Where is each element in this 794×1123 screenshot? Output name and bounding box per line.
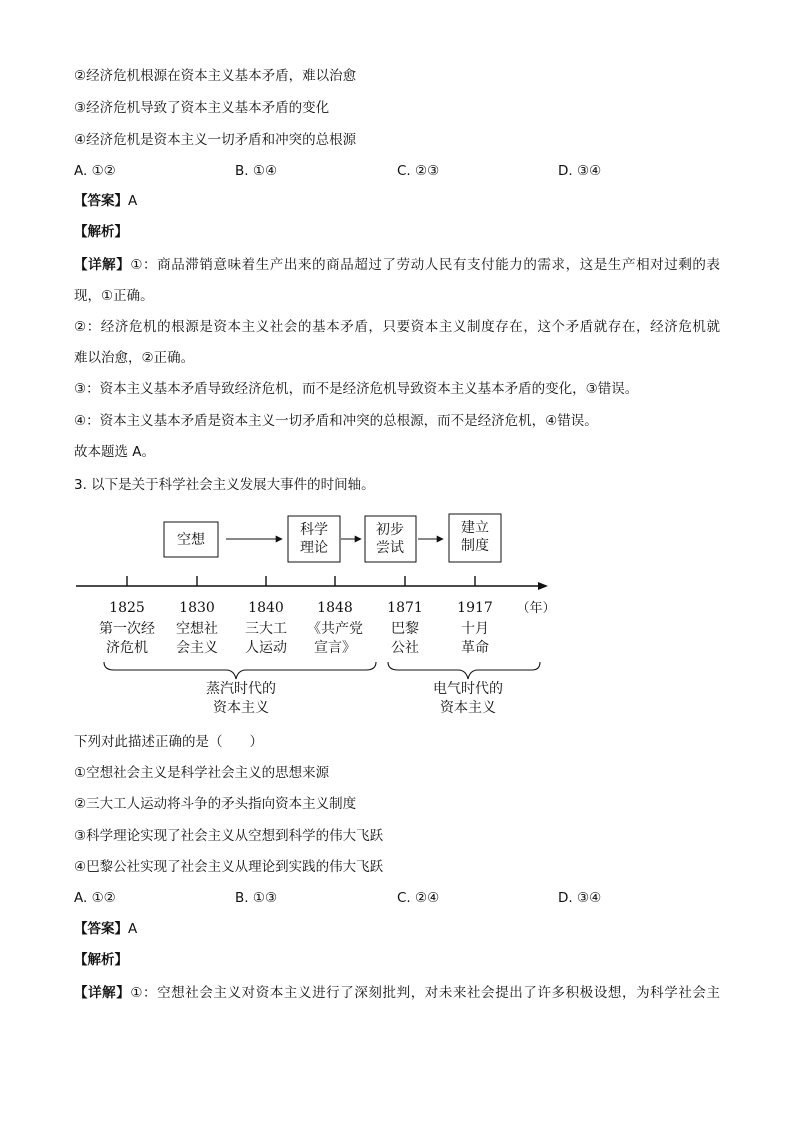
timeline-ticks	[127, 576, 475, 586]
brace-left	[104, 662, 376, 679]
timeline-event-label: 三大工人运动	[245, 621, 287, 656]
timeline-year-label: 1871	[387, 600, 423, 616]
q2-detail-1a	[74, 256, 720, 274]
timeline-years	[109, 600, 493, 616]
analysis-tag: 【解析】	[74, 952, 128, 968]
q3-option-a: A. ①②	[74, 890, 116, 906]
q3-statement-2: ②三大工人运动将斗争的矛头指向资本主义制度	[74, 796, 357, 812]
timeline-year-label: 1848	[317, 600, 353, 616]
detail-tag: 【详解】	[74, 257, 131, 273]
timeline-year-label: 1840	[248, 600, 284, 616]
detail-tag: 【详解】	[74, 985, 131, 1001]
stage-box-establish-system-label: 建立制度	[461, 520, 489, 554]
timeline-event-label: 《共产党宣言》	[307, 621, 363, 656]
detail-text: ①：空想社会主义对资本主义进行了深刻批判，对未来社会提出了许多积极设想，为科学社会主	[130, 985, 721, 1001]
stage-box-establish-system	[449, 514, 501, 562]
answer-tag: 【答案】	[74, 193, 128, 209]
timeline-year-label: 1917	[457, 600, 493, 616]
year-unit-label: （年）	[516, 601, 556, 616]
stage-box-scientific-theory	[288, 516, 340, 562]
brace-right	[388, 662, 540, 679]
timeline-event-label: 空想社会主义	[176, 621, 218, 656]
q3-detail-1	[74, 984, 720, 1002]
stage-box-utopia-label: 空想	[177, 532, 205, 548]
q2-option-d: D. ③④	[558, 163, 602, 179]
q3-answer-line	[74, 920, 137, 938]
q3-statement-3: ③科学理论实现了社会主义从空想到科学的伟大飞跃	[74, 828, 384, 844]
timeline-event-label: 巴黎公社	[391, 621, 419, 656]
timeline-diagram	[0, 505, 794, 735]
q2-detail-2a: ②：经济危机的根源是资本主义社会的基本矛盾，只要资本主义制度存在，这个矛盾就存在，经济危机就	[74, 319, 720, 335]
detail-text: ①：商品滞销意味着生产出来的商品超过了劳动人民有支付能力的需求，这是生产相对过剩的表	[130, 257, 721, 273]
q3-option-b: B. ①③	[235, 890, 278, 906]
stage-box-scientific-theory-label: 科学理论	[300, 522, 328, 556]
q2-statement-3: ③经济危机导致了资本主义基本矛盾的变化	[74, 100, 330, 116]
q2-detail-1b: 现，①正确。	[74, 288, 154, 304]
q2-detail-4: ④：资本主义基本矛盾是资本主义一切矛盾和冲突的总根源，而不是经济危机，④错误。	[74, 413, 598, 429]
answer-tag: 【答案】	[74, 921, 128, 937]
q2-option-a: A. ①②	[74, 163, 116, 179]
q2-statement-4: ④经济危机是资本主义一切矛盾和冲突的总根源	[74, 132, 357, 148]
brace-right-label: 电气时代的资本主义	[433, 681, 503, 716]
stage-box-initial-attempt	[365, 516, 416, 562]
q3-statement-4: ④巴黎公社实现了社会主义从理论到实践的伟大飞跃	[74, 859, 384, 875]
timeline-events	[99, 620, 489, 656]
q2-statement-2: ②经济危机根源在资本主义基本矛盾，难以治愈	[74, 68, 357, 84]
answer-value: A	[128, 193, 138, 209]
q2-answer-line	[74, 192, 137, 210]
q3-option-d: D. ③④	[558, 890, 602, 906]
timeline-event-label: 第一次经济危机	[99, 621, 155, 656]
q2-detail-2b: 难以治愈，②正确。	[74, 350, 195, 366]
answer-value: A	[128, 921, 138, 937]
q2-option-c: C. ②③	[397, 163, 440, 179]
analysis-tag: 【解析】	[74, 224, 128, 240]
q2-conclusion: 故本题选 A。	[74, 444, 156, 460]
brace-left-label: 蒸汽时代的资本主义	[206, 681, 276, 716]
q3-title: 3. 以下是关于科学社会主义发展大事件的时间轴。	[74, 477, 375, 493]
timeline-event-label: 十月革命	[461, 621, 489, 656]
q3-option-c: C. ②④	[397, 890, 440, 906]
timeline-year-label: 1830	[179, 600, 215, 616]
stage-box-initial-attempt-label: 初步尝试	[376, 522, 404, 556]
stage-box-utopia	[164, 522, 218, 557]
q2-detail-3: ③：资本主义基本矛盾导致经济危机，而不是经济危机导致资本主义基本矛盾的变化，③错误。	[74, 381, 639, 397]
timeline-axis-arrowhead	[538, 582, 548, 590]
q3-statement-1: ①空想社会主义是科学社会主义的思想来源	[74, 765, 330, 781]
q2-option-b: B. ①④	[235, 163, 278, 179]
q3-prompt: 下列对此描述正确的是（ ）	[74, 734, 263, 750]
timeline-year-label: 1825	[109, 600, 145, 616]
